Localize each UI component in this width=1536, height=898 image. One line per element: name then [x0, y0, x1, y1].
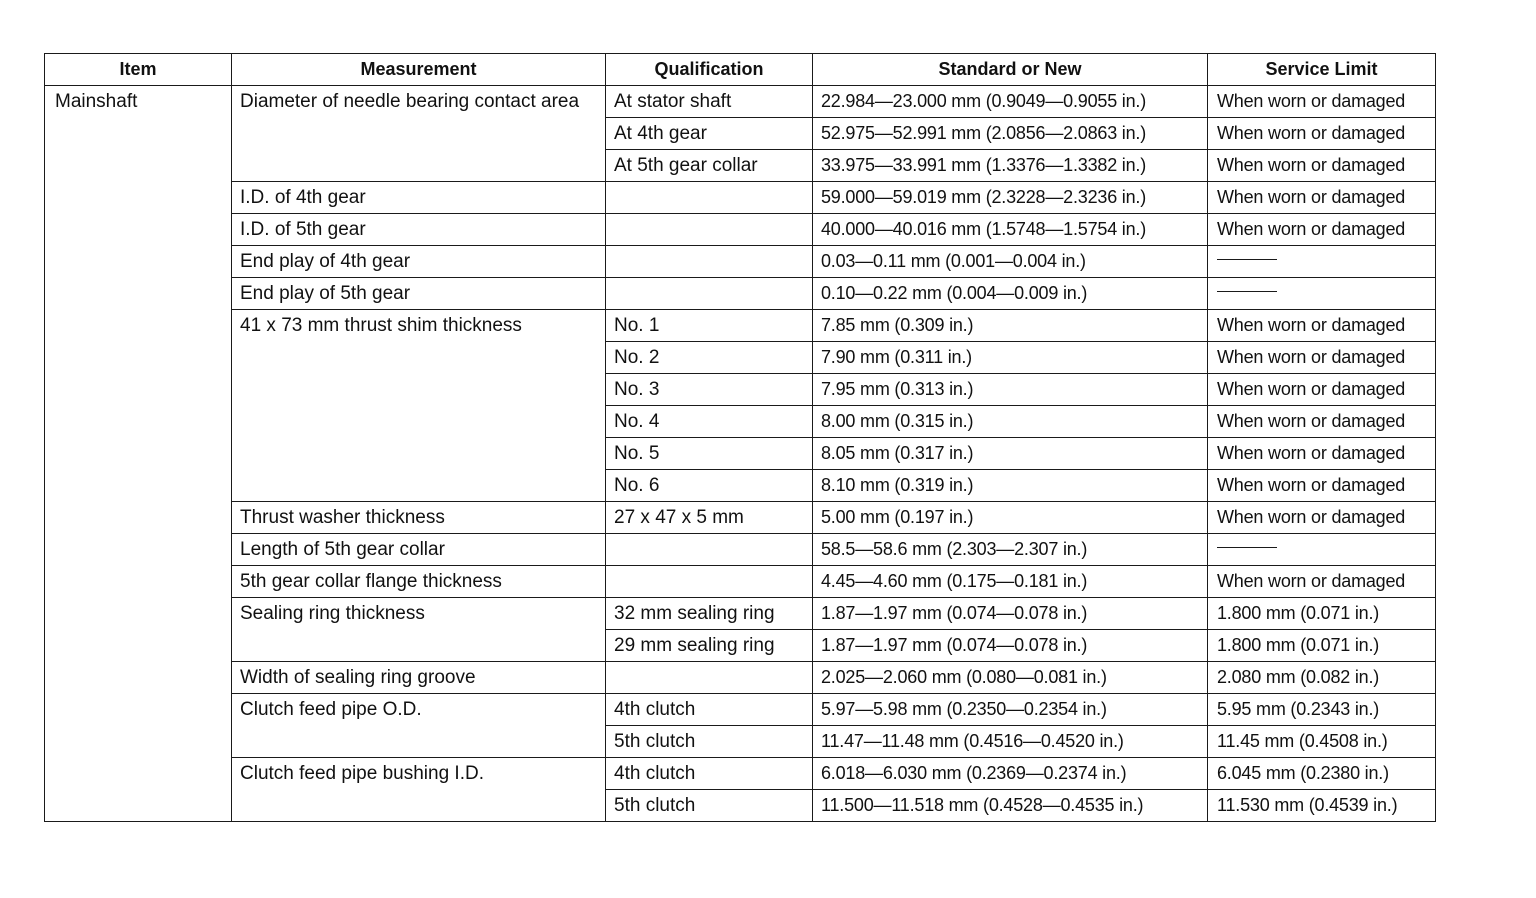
service-limit-cell: When worn or damaged	[1208, 470, 1436, 502]
service-limit-cell: 11.530 mm (0.4539 in.)	[1208, 790, 1436, 822]
standard-cell: 8.00 mm (0.315 in.)	[813, 406, 1208, 438]
standard-cell: 7.95 mm (0.313 in.)	[813, 374, 1208, 406]
table-row	[45, 246, 1436, 278]
header-item: Item	[45, 54, 232, 86]
table-row	[45, 534, 1436, 566]
no-limit-dash	[1217, 259, 1277, 260]
qualification-cell: 27 x 47 x 5 mm	[606, 502, 813, 534]
qualification-cell: No. 1	[606, 310, 813, 342]
standard-cell: 5.97—5.98 mm (0.2350—0.2354 in.)	[813, 694, 1208, 726]
standard-cell: 7.90 mm (0.311 in.)	[813, 342, 1208, 374]
qualification-cell	[606, 246, 813, 278]
table-row	[45, 694, 1436, 726]
qualification-cell	[606, 214, 813, 246]
table-row	[45, 662, 1436, 694]
no-limit-dash	[1217, 547, 1277, 548]
standard-cell: 7.85 mm (0.309 in.)	[813, 310, 1208, 342]
header-service-limit: Service Limit	[1208, 54, 1436, 86]
qualification-cell: 32 mm sealing ring	[606, 598, 813, 630]
standard-cell: 58.5—58.6 mm (2.303—2.307 in.)	[813, 534, 1208, 566]
table-row	[45, 214, 1436, 246]
qualification-cell	[606, 182, 813, 214]
service-limit-cell: When worn or damaged	[1208, 150, 1436, 182]
item-cell: Mainshaft	[45, 86, 232, 822]
standard-cell: 8.10 mm (0.319 in.)	[813, 470, 1208, 502]
table-row	[45, 598, 1436, 630]
service-limit-cell: 1.800 mm (0.071 in.)	[1208, 598, 1436, 630]
measurement-cell: End play of 5th gear	[232, 278, 606, 310]
standard-cell: 5.00 mm (0.197 in.)	[813, 502, 1208, 534]
service-limit-cell: 11.45 mm (0.4508 in.)	[1208, 726, 1436, 758]
measurement-cell: I.D. of 4th gear	[232, 182, 606, 214]
table-row	[45, 278, 1436, 310]
standard-cell: 22.984—23.000 mm (0.9049—0.9055 in.)	[813, 86, 1208, 118]
measurement-cell: Length of 5th gear collar	[232, 534, 606, 566]
standard-cell: 40.000—40.016 mm (1.5748—1.5754 in.)	[813, 214, 1208, 246]
qualification-cell: 5th clutch	[606, 790, 813, 822]
measurement-cell: Sealing ring thickness	[232, 598, 606, 662]
qualification-cell: 29 mm sealing ring	[606, 630, 813, 662]
table-row	[45, 502, 1436, 534]
service-limit-cell	[1208, 246, 1436, 278]
measurement-cell: Clutch feed pipe O.D.	[232, 694, 606, 758]
standard-cell: 4.45—4.60 mm (0.175—0.181 in.)	[813, 566, 1208, 598]
qualification-cell	[606, 278, 813, 310]
qualification-cell	[606, 662, 813, 694]
service-limit-cell: When worn or damaged	[1208, 566, 1436, 598]
standard-cell: 2.025—2.060 mm (0.080—0.081 in.)	[813, 662, 1208, 694]
no-limit-dash	[1217, 291, 1277, 292]
service-limit-cell: When worn or damaged	[1208, 118, 1436, 150]
measurement-cell: 5th gear collar flange thickness	[232, 566, 606, 598]
service-limit-cell: When worn or damaged	[1208, 342, 1436, 374]
mainshaft-spec-table	[44, 53, 1436, 822]
qualification-cell: No. 4	[606, 406, 813, 438]
qualification-cell: 5th clutch	[606, 726, 813, 758]
standard-cell: 11.500—11.518 mm (0.4528—0.4535 in.)	[813, 790, 1208, 822]
service-limit-cell: 2.080 mm (0.082 in.)	[1208, 662, 1436, 694]
qualification-cell: No. 6	[606, 470, 813, 502]
standard-cell: 52.975—52.991 mm (2.0856—2.0863 in.)	[813, 118, 1208, 150]
service-limit-cell: When worn or damaged	[1208, 502, 1436, 534]
service-limit-cell: 1.800 mm (0.071 in.)	[1208, 630, 1436, 662]
table-row	[45, 758, 1436, 790]
standard-cell: 1.87—1.97 mm (0.074—0.078 in.)	[813, 630, 1208, 662]
measurement-cell: Width of sealing ring groove	[232, 662, 606, 694]
standard-cell: 33.975—33.991 mm (1.3376—1.3382 in.)	[813, 150, 1208, 182]
standard-cell: 0.03—0.11 mm (0.001—0.004 in.)	[813, 246, 1208, 278]
qualification-cell: No. 2	[606, 342, 813, 374]
service-limit-cell	[1208, 278, 1436, 310]
service-limit-cell: When worn or damaged	[1208, 374, 1436, 406]
standard-cell: 8.05 mm (0.317 in.)	[813, 438, 1208, 470]
measurement-cell: I.D. of 5th gear	[232, 214, 606, 246]
qualification-cell: At stator shaft	[606, 86, 813, 118]
table-row	[45, 86, 1436, 118]
table-row	[45, 566, 1436, 598]
service-limit-cell	[1208, 534, 1436, 566]
table-row	[45, 182, 1436, 214]
standard-cell: 59.000—59.019 mm (2.3228—2.3236 in.)	[813, 182, 1208, 214]
measurement-cell: 41 x 73 mm thrust shim thickness	[232, 310, 606, 502]
header-row	[45, 54, 1436, 86]
qualification-cell: 4th clutch	[606, 694, 813, 726]
measurement-cell: Diameter of needle bearing contact area	[232, 86, 606, 182]
qualification-cell	[606, 566, 813, 598]
service-limit-cell: When worn or damaged	[1208, 182, 1436, 214]
service-limit-cell: When worn or damaged	[1208, 438, 1436, 470]
measurement-cell: Clutch feed pipe bushing I.D.	[232, 758, 606, 822]
qualification-cell: At 4th gear	[606, 118, 813, 150]
qualification-cell: At 5th gear collar	[606, 150, 813, 182]
standard-cell: 6.018—6.030 mm (0.2369—0.2374 in.)	[813, 758, 1208, 790]
service-limit-cell: 5.95 mm (0.2343 in.)	[1208, 694, 1436, 726]
service-limit-cell: When worn or damaged	[1208, 214, 1436, 246]
header-qualification: Qualification	[606, 54, 813, 86]
qualification-cell: No. 3	[606, 374, 813, 406]
service-limit-cell: When worn or damaged	[1208, 86, 1436, 118]
standard-cell: 11.47—11.48 mm (0.4516—0.4520 in.)	[813, 726, 1208, 758]
standard-cell: 1.87—1.97 mm (0.074—0.078 in.)	[813, 598, 1208, 630]
standard-cell: 0.10—0.22 mm (0.004—0.009 in.)	[813, 278, 1208, 310]
table-row	[45, 310, 1436, 342]
header-measurement: Measurement	[232, 54, 606, 86]
service-limit-cell: 6.045 mm (0.2380 in.)	[1208, 758, 1436, 790]
header-standard: Standard or New	[813, 54, 1208, 86]
measurement-cell: End play of 4th gear	[232, 246, 606, 278]
service-limit-cell: When worn or damaged	[1208, 310, 1436, 342]
qualification-cell	[606, 534, 813, 566]
qualification-cell: 4th clutch	[606, 758, 813, 790]
measurement-cell: Thrust washer thickness	[232, 502, 606, 534]
service-limit-cell: When worn or damaged	[1208, 406, 1436, 438]
qualification-cell: No. 5	[606, 438, 813, 470]
